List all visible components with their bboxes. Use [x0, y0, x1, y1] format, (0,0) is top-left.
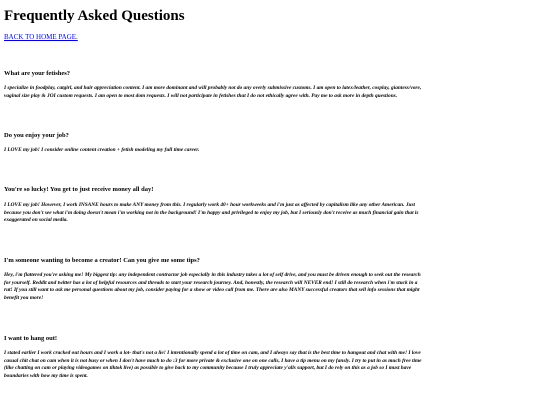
faq-answer-line: exaggerated on social media.: [4, 217, 68, 224]
faq-question: I want to hang out!: [4, 335, 58, 342]
faq-answer-line: vaginal size play & JOI custom requests. I am open to most dom requests. I will not participate in fetishes that I do not ethically agree with. Pay me to ask more in depth questions.: [4, 92, 398, 99]
faq-question: What are your fetishes?: [4, 70, 71, 77]
faq-item-creator-tips: [4, 257, 534, 302]
faq-answer: [4, 85, 534, 100]
faq-answer-line: boundaries with how my time is spent.: [4, 372, 88, 379]
faq-answer: [4, 272, 534, 302]
faq-answer-line: benefit you more!: [4, 294, 44, 301]
faq-answer-line: I LOVE my job! I consider online content creation + fetish modeling my full time career.: [4, 147, 200, 153]
faq-answer-line: rut! If you still want to ask me personal questions about my job, consider paying for a show or video call from me. There are also MANY successful creators that sell info sessions that might: [4, 287, 420, 294]
faq-question: You're so lucky! You get to just receive money all day!: [4, 186, 154, 193]
faq-item-enjoy-job: [4, 132, 534, 155]
faq-answer: [4, 147, 534, 155]
faq-answer-line: I specialize in foodplay, catgirl, and hair appreciation content. I am more dominant and will probably not do any overly submissive customs. I am open to latex/leather, cosplay, giantess/vore,: [4, 85, 422, 91]
faq-item-lucky: [4, 186, 534, 225]
faq-answer-line: I LOVE my job! However, I work INSANE hours to make ANY money from this. I regularly work 40+ hour workweeks and i'm just as affected by capitalism like any other American. Just: [4, 202, 416, 208]
page-title: Frequently Asked Questions: [4, 8, 185, 24]
faq-answer-line: Hey, i'm flattered you're asking me! My biggest tip: any independent contractor job especially in this industry takes a lot of self drive, and you must be driven enough to seek out the research: [4, 272, 421, 278]
faq-question: Do you enjoy your job?: [4, 132, 69, 139]
back-link-period: .: [76, 33, 78, 41]
faq-answer: [4, 202, 534, 225]
faq-item-fetishes: [4, 70, 534, 100]
faq-answer-line: (like chatting on cam or playing videogames on tiktok live) as possible to give back to my community because I truly appreciate y'alls support, but I do rely on this as a job so I must have: [4, 365, 412, 372]
faq-answer-line: for yourself. Reddit and twitter has a lot of helpful resources and threads to start your research journey. And, honestly, the research will NEVER end! I still do research when i'm stuck in a: [4, 279, 418, 286]
faq-answer: [4, 350, 534, 380]
back-to-home-link-label[interactable]: BACK TO HOME PAGE: [4, 33, 77, 41]
faq-answer-line: casual chit chat on cam when it is not busy or when I don't have much to do :3 for more private & exclusive one on one calls, I have a tip menu on my fansly. I try to put in as much free time: [4, 357, 422, 364]
faq-answer-line: I stated earlier I work cracked out hours and I work a lot- that's not a lie! I intentionally spend a lot of time on cam, and I always say that is the best time to hangout and chat with me! I love: [4, 350, 421, 356]
back-to-home-link[interactable]: [4, 33, 78, 42]
faq-answer-line: because you don't see what i'm doing doesn't mean i'm working not in the background! I'm happy and privileged to enjoy my job, but I seriously don't receive as much financial gain that is: [4, 209, 419, 216]
faq-question: I'm someone wanting to become a creator! Can you give me some tips?: [4, 257, 200, 264]
faq-item-hang-out: [4, 335, 534, 380]
